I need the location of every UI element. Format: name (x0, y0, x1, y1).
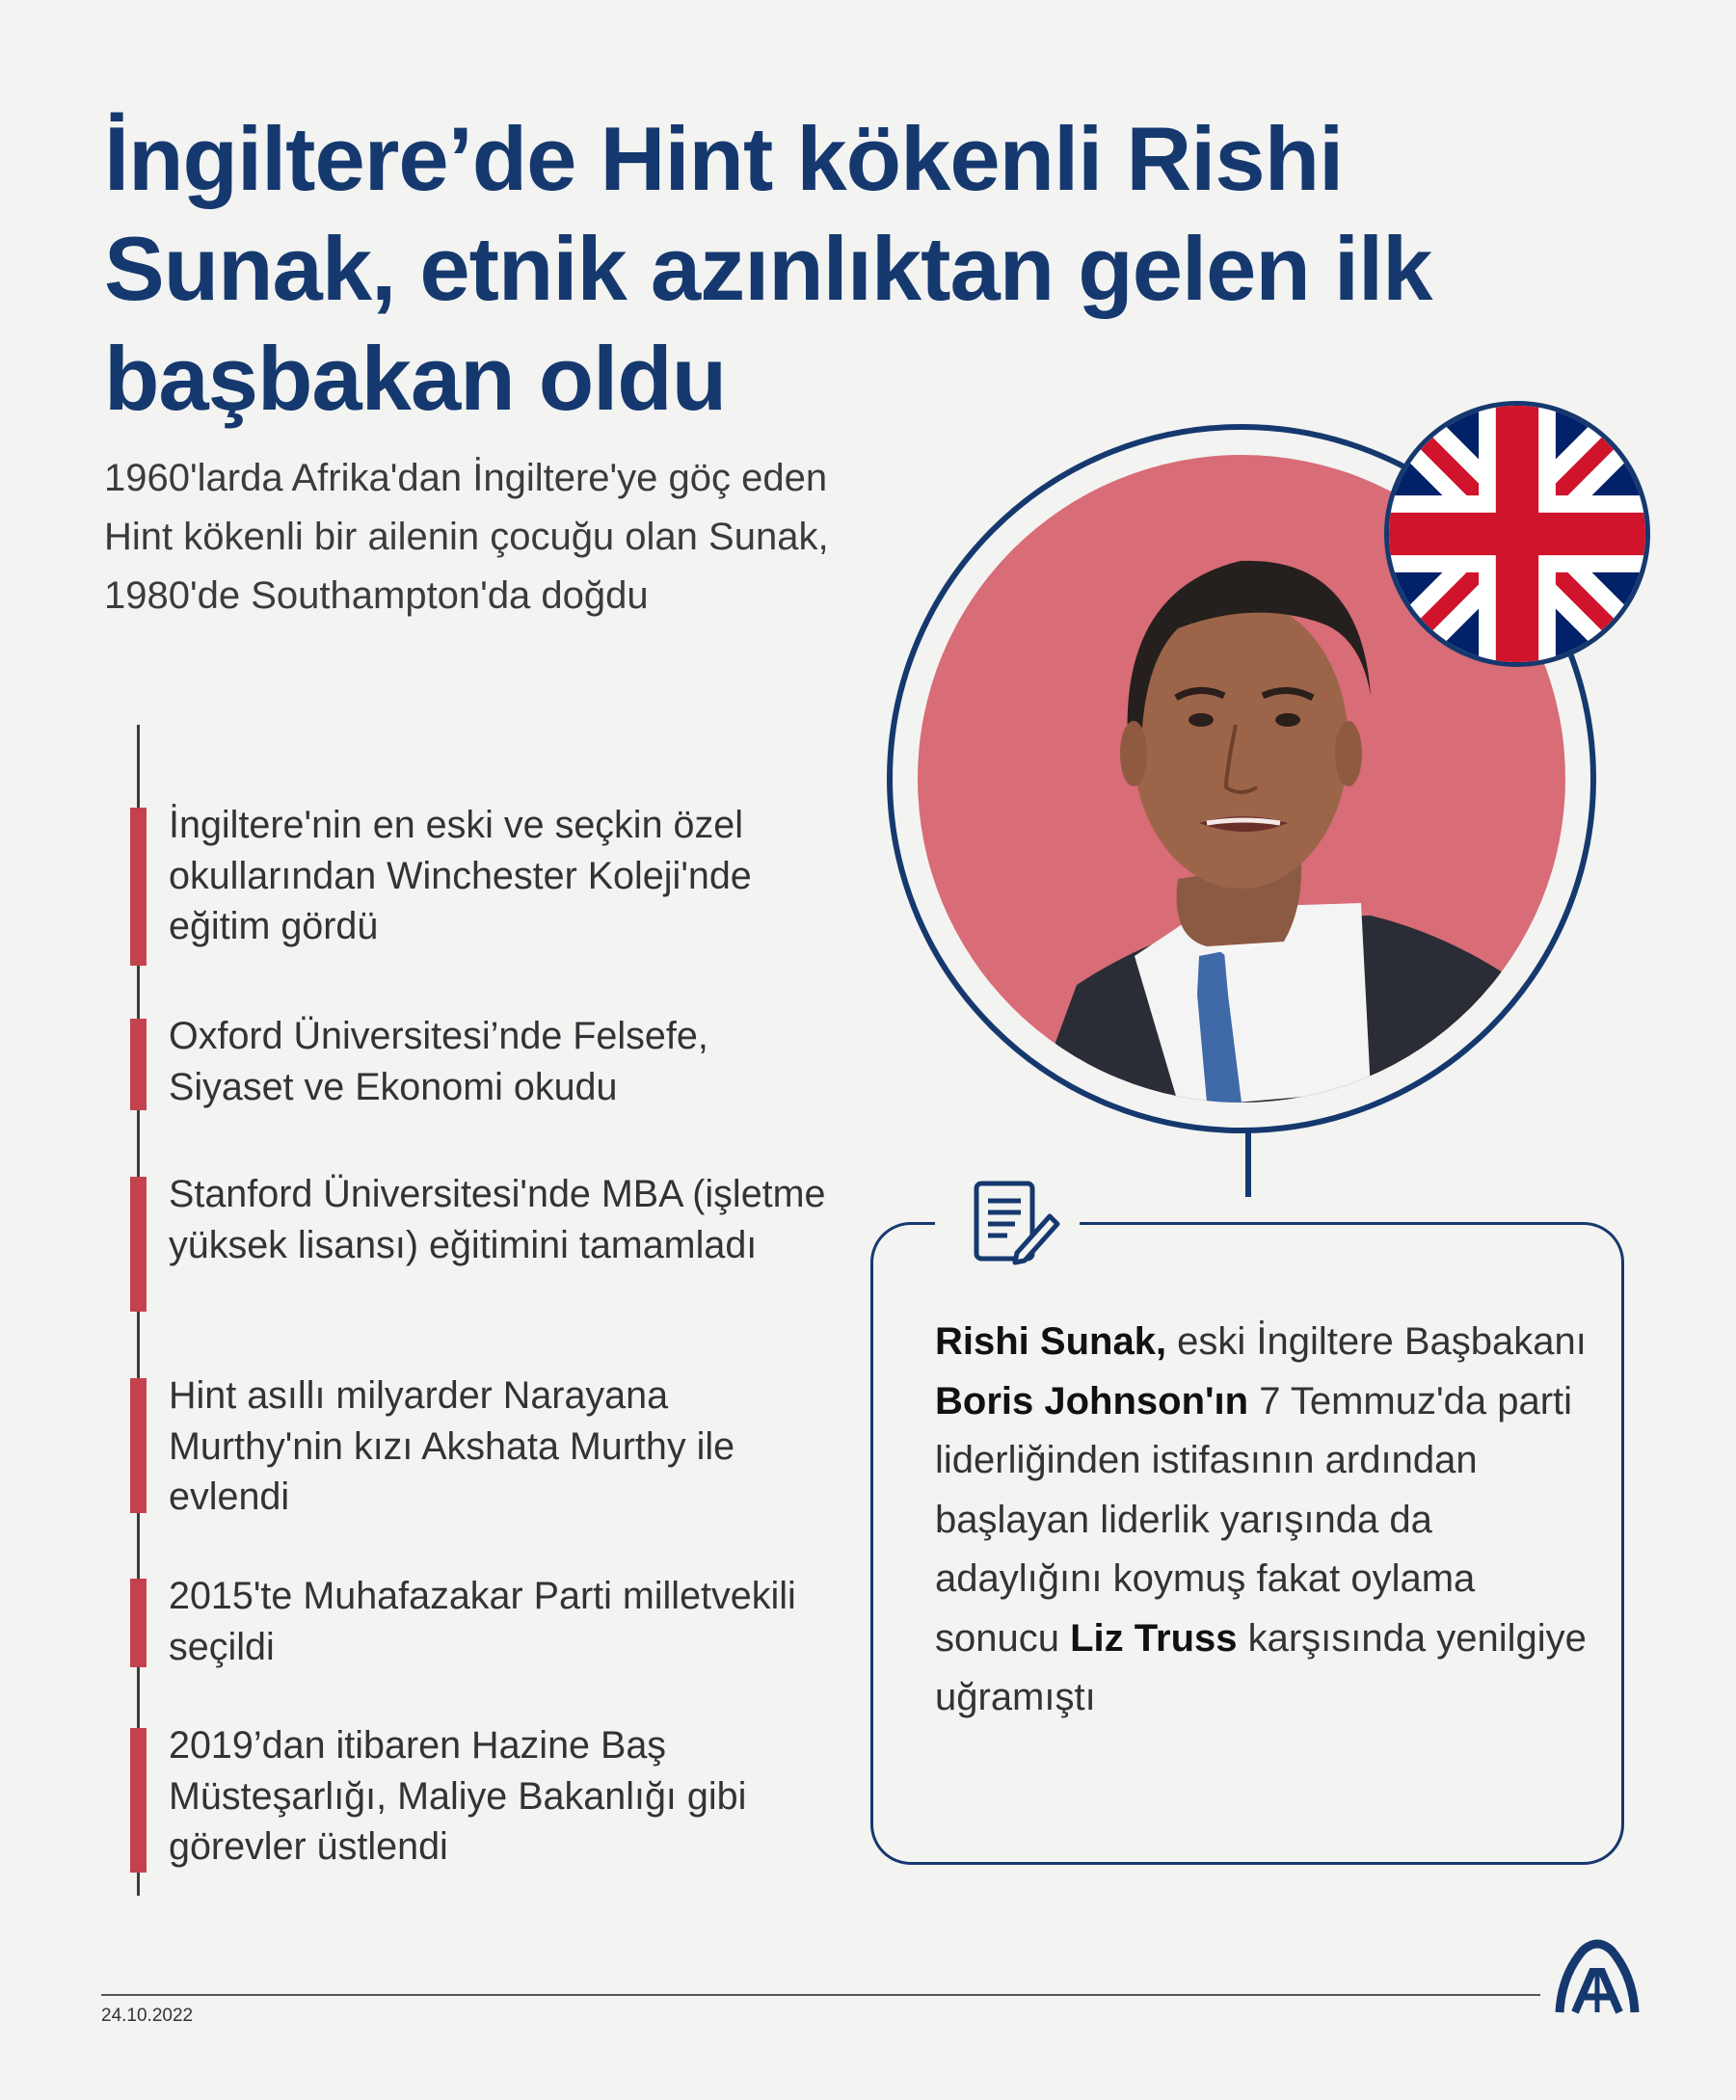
connector-line (1245, 1130, 1251, 1197)
timeline-text: İngiltere'nin en eski ve seçkin özel okullarından Winchester Koleji'nde eğitim gördü (169, 804, 752, 947)
timeline-text: 2015'te Muhafazakar Parti milletvekili seçildi (169, 1575, 796, 1668)
document-edit-icon (969, 1178, 1061, 1270)
info-text (935, 1313, 1590, 1728)
footer-divider (101, 1994, 1540, 1996)
intro-paragraph: 1960'larda Afrika'dan İngiltere'ye göç eden Hint kökenli bir ailenin çocuğu olan Sunak, 1980'de Southampton'da doğdu (104, 457, 829, 617)
info-bold-name: Boris Johnson'ın (935, 1379, 1249, 1422)
info-text-part: eski İngiltere Başbakanı (1166, 1320, 1587, 1363)
timeline-marker (130, 808, 147, 966)
info-text-part: 7 Temmuz'da parti liderliğinden istifasının ardından başlayan liderlik yarışında da adaylığını koymuş fakat oylama sonucu (935, 1379, 1573, 1660)
timeline-marker (130, 1579, 147, 1667)
uk-flag-icon (1384, 401, 1650, 667)
timeline-marker (130, 1728, 147, 1873)
timeline-marker (130, 1378, 147, 1513)
publish-date: 24.10.2022 (101, 2006, 194, 2026)
info-text-part: karşısında yenilgiye uğramıştı (935, 1616, 1587, 1718)
timeline-text: Hint asıllı milyarder Narayana Murthy'nin kızı Akshata Murthy ile evlendi (169, 1374, 735, 1518)
info-bold-name: Liz Truss (1070, 1616, 1238, 1660)
timeline-text: 2019’dan itibaren Hazine Baş Müsteşarlığı, Maliye Bakanlığı gibi görevler üstlendi (169, 1724, 747, 1868)
headline: İngiltere’de Hint kökenli Rishi Sunak, etnik azınlıktan gelen ilk başbakan oldu (104, 108, 1432, 429)
uk-flag-graphic (1389, 406, 1645, 662)
timeline-text: Stanford Üniversitesi'nde MBA (işletme yüksek lisansı) eğitimini tamamladı (169, 1173, 826, 1266)
timeline-marker (130, 1177, 147, 1312)
info-bold-name: Rishi Sunak, (935, 1320, 1167, 1363)
aa-logo-icon (1554, 1937, 1641, 2014)
timeline-text: Oxford Üniversitesi’nde Felsefe, Siyaset ve Ekonomi okudu (169, 1015, 708, 1108)
timeline-marker (130, 1019, 147, 1110)
